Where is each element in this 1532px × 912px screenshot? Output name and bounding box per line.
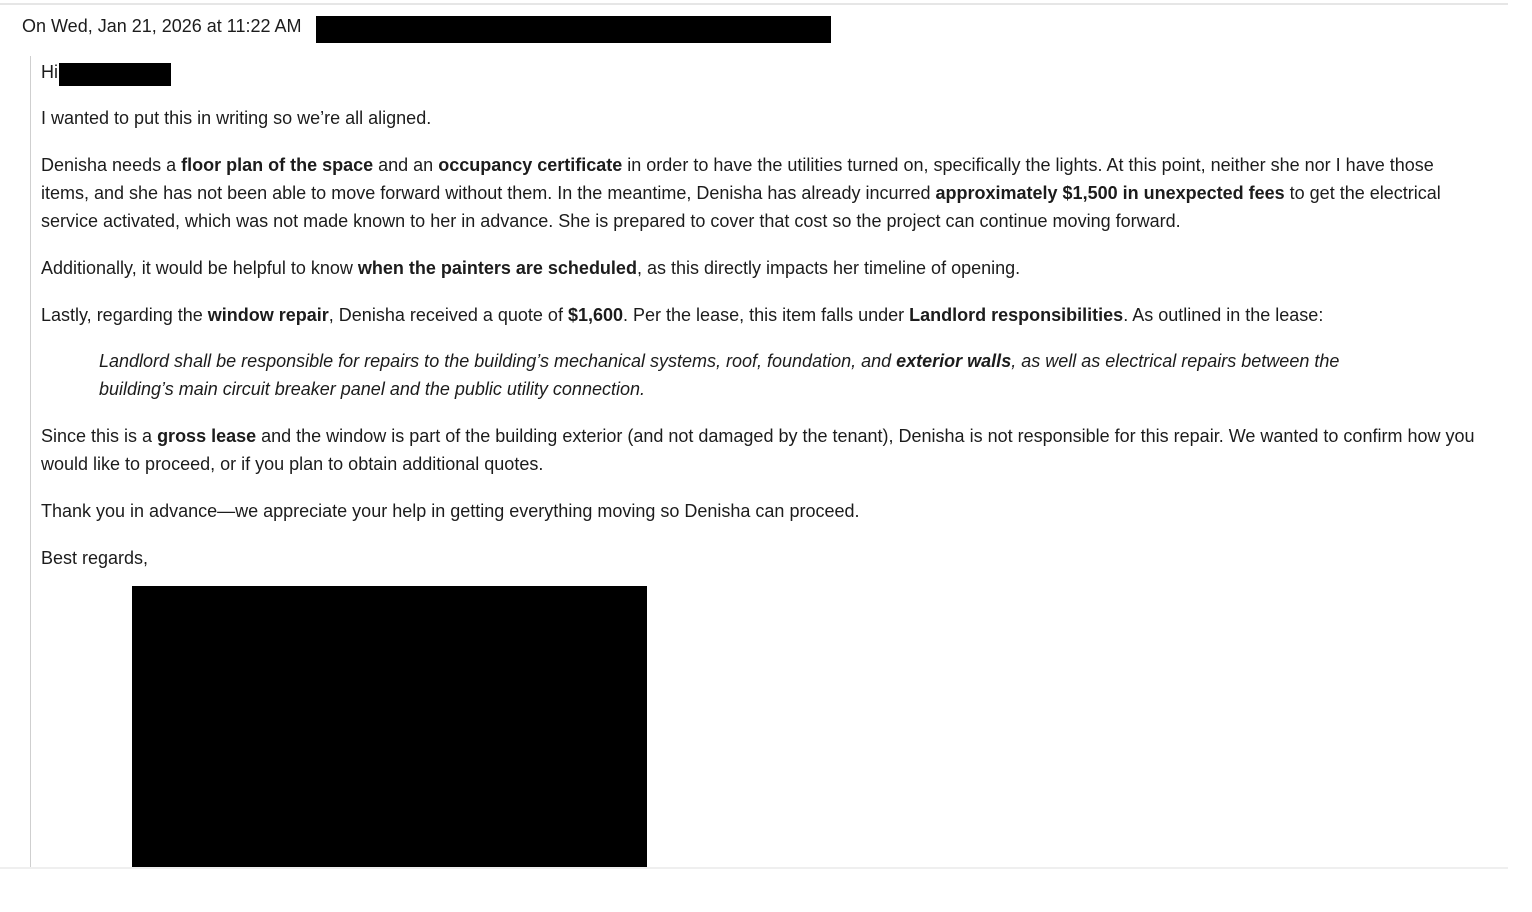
- redacted-recipient-name: [59, 63, 171, 86]
- redacted-sender: [316, 16, 831, 43]
- paragraph-aligned: I wanted to put this in writing so we’re all aligned.: [41, 108, 432, 128]
- paragraph-painters: Additionally, it would be helpful to know when the painters are scheduled, as this directly impacts her timeline of opening.: [41, 258, 1021, 278]
- closing: Best regards,: [41, 548, 149, 568]
- redacted-signature: [132, 586, 647, 868]
- top-divider: [0, 3, 1508, 5]
- paragraph-window-repair: Lastly, regarding the window repair, Denisha received a quote of $1,600. Per the lease, this item falls under Landlord responsibilities. As outlined in the lease:: [41, 305, 1324, 325]
- greeting: Hi: [41, 62, 58, 82]
- paragraph-thanks: Thank you in advance—we appreciate your help in getting everything moving so Denisha can proceed.: [41, 501, 860, 521]
- paragraph-utilities: Denisha needs a floor plan of the space and an occupancy certificate in order to have the utilities turned on, specifically the lights. At this point, neither she nor I have those items, and she has not been able to move forward without them. In the meantime, Denisha has already incurred approximately $1,500 in unexpected fees to get the electrical service activated, which was not made known to her in advance. She is prepared to cover that cost so the project can continue moving forward.: [41, 155, 1441, 231]
- bottom-divider: [0, 867, 1508, 869]
- lease-excerpt: Landlord shall be responsible for repairs to the building’s mechanical systems, roof, foundation, and exterior walls, as well as electrical repairs between the building’s main circuit breaker panel and the public utility connection.: [99, 351, 1340, 399]
- paragraph-gross-lease: Since this is a gross lease and the window is part of the building exterior (and not damaged by the tenant), Denisha is not responsible for this repair. We wanted to confirm how you would like to proceed, or if you plan to obtain additional quotes.: [41, 426, 1475, 474]
- quote-attribution: On Wed, Jan 21, 2026 at 11:22 AM: [22, 16, 302, 36]
